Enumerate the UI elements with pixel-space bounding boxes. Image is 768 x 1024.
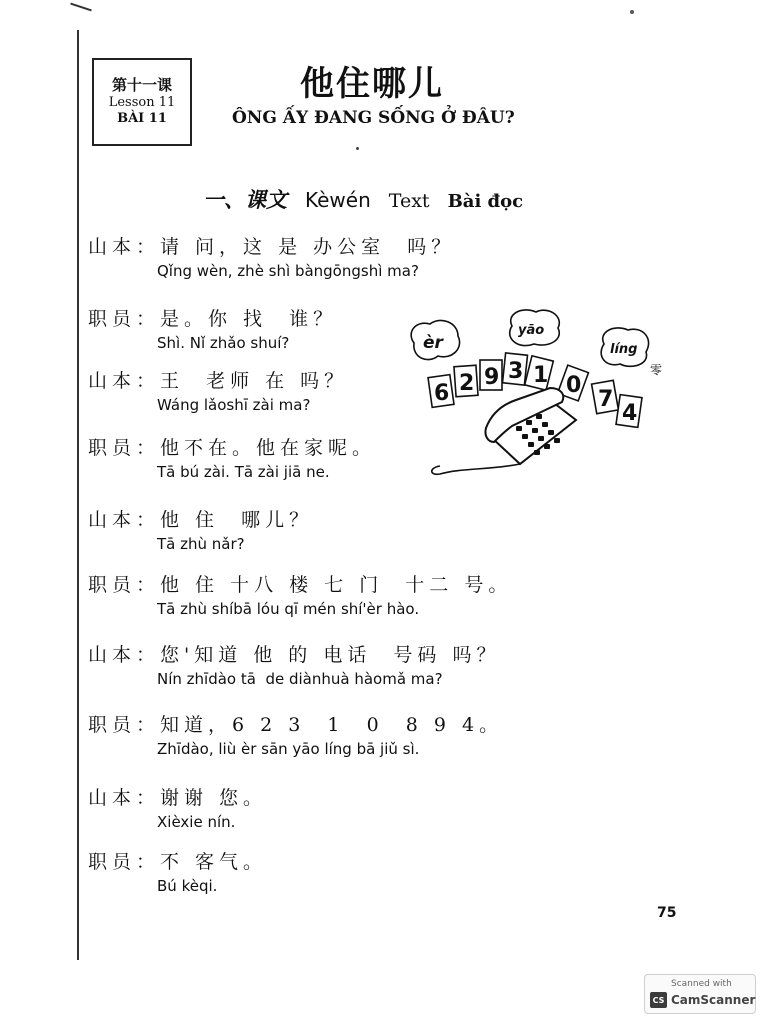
dialogue-line [88,232,455,280]
page-number: 75 [657,905,677,921]
corner-fold-mark [70,3,92,12]
dialogue-cn: 山本：谢谢 您。 [88,787,268,809]
dialogue-pinyin: Bú kèqi. [157,877,218,895]
page-title-cn: 他住哪儿 [300,64,444,104]
section-heading-vn: Bài đọc [447,191,524,212]
lesson-label-vn: BÀI 11 [117,111,167,127]
page-gutter-line [77,30,79,960]
dialogue-cn: 职员：是。你 找 谁？ [88,308,338,330]
scanner-caption: Scanned with [671,979,732,989]
digit-card: 3 [508,359,524,384]
dialogue-line [88,433,376,481]
dialogue-pinyin: Nín zhīdào tā de diànhuà hàomǎ ma? [157,670,443,688]
page-title-vn: ÔNG ẤY ĐANG SỐNG Ở ĐÂU? [232,108,515,128]
dialogue-line [88,783,267,831]
bubble-text: yāo [518,323,545,338]
scanner-watermark [644,974,756,1014]
dialogue-pinyin: Wáng lǎoshī zài ma? [157,396,311,414]
dialogue-line [88,570,512,618]
bubble-text: líng [610,342,638,357]
section-heading [203,184,523,214]
dialogue-pinyin: Tā bú zài. Tā zài jiā ne. [157,463,330,481]
scan-speck [630,10,634,14]
dialogue-pinyin: Xièxie nín. [157,813,236,831]
digit-card: 7 [598,387,614,412]
dialogue-pinyin: Shì. Nǐ zhǎo shuí? [157,334,290,352]
digit-card: 4 [622,401,638,426]
lesson-number-box [92,58,192,146]
digit-card: 6 [434,381,450,406]
dialogue-cn: 山本：王 老师 在 吗？ [88,370,349,392]
dialogue-line [88,710,503,758]
section-heading-cn: 一、课文 [203,188,287,212]
dialogue-cn: 山本：他 住 哪儿？ [88,509,314,531]
dialogue-pinyin: Qǐng wèn, zhè shì bàngōngshì ma? [157,262,419,280]
dialogue-line [88,640,500,688]
lesson-label-cn: 第十一课 [111,76,172,95]
digit-card: 9 [484,365,500,390]
dialogue-cn: 职员：他不在。他在家呢。 [88,437,377,459]
section-heading-en: Text [388,190,430,212]
dialogue-cn: 山本：您'知道 他 的 电话 号码 吗？ [88,644,501,666]
lesson-label-en: Lesson 11 [108,95,176,111]
dialogue-cn: 职员：不 客气。 [88,851,268,873]
dialogue-cn: 职员：他 住 十八 楼 七 门 十二 号。 [88,574,513,596]
scanner-brand: CamScanner [671,993,756,1007]
dialogue-pinyin: Tā zhù shíbā lóu qī mén shí'èr hào. [157,600,420,618]
dialogue-line [88,847,267,895]
title-dot [356,147,359,150]
digit-card: 2 [459,371,475,396]
camscanner-logo-icon: CS [650,992,667,1008]
dialogue-line [88,505,313,553]
dialogue-line [88,366,348,414]
digit-card: 0 [566,373,582,398]
section-heading-pinyin: Kèwén [305,188,371,212]
extra-char: 零 [650,363,663,377]
dialogue-pinyin: Tā zhù nǎr? [157,535,245,553]
digit-card: 1 [533,363,549,388]
dialogue-cn: 山本：请 问，这 是 办公室 吗？ [88,236,456,258]
dialogue-line [88,304,337,352]
bubble-text: èr [423,333,443,353]
telephone-illustration [400,308,670,483]
dialogue-cn: 职员：知道，6 2 3 1 0 8 9 4。 [88,714,504,736]
dialogue-pinyin: Zhīdào, liù èr sān yāo líng bā jiǔ sì. [157,740,420,758]
